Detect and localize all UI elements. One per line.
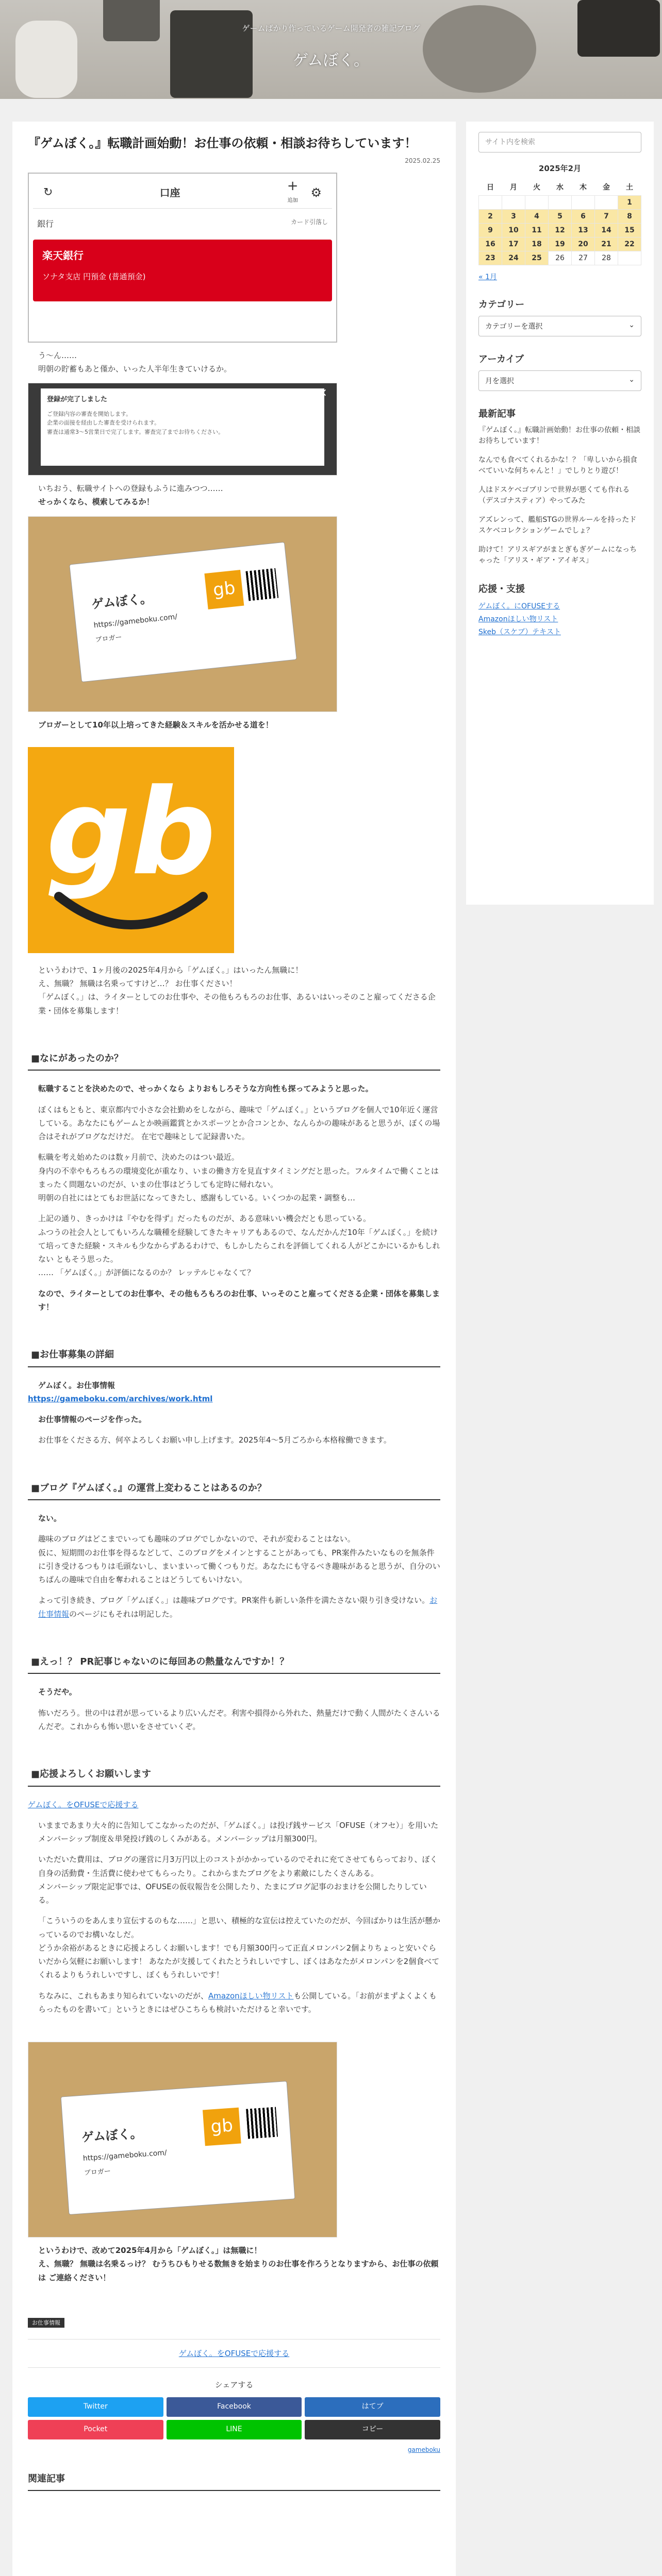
- support-paragraph-3: 「こういうのをあんまり宣伝するのもな……」と思い、積極的な宣伝は控えていたのだが、今回ばかりは生活が懸かっているのでお構いなしだ。 どうか余裕があるときに応援よろしくお願いします！でも月額300円って正直メロンパン2個よりちょっと安いぐらいだから気軽にお願いします！ あなたが支援してくれたとうれしいですし、ぼくはあなたがメロンパンを2個食べてくれるよりもうれしいですし、ぼくもうれしいです！: [38, 1916, 441, 1980]
- calendar-prev-link[interactable]: « 1月: [478, 273, 497, 281]
- work-info-inline-link[interactable]: お仕事情報: [38, 1596, 438, 1619]
- recent-post-4[interactable]: アズレンって、艦船STGの世界ルールを持ったドスケベコレクションゲームでしょ？: [478, 516, 637, 535]
- business-cards-photo-2: ゲムぼく。 https://gameboku.com/ ブロガー gb: [28, 2042, 337, 2238]
- search-input[interactable]: サイト内を検索: [478, 132, 641, 152]
- recent-post-2[interactable]: なんでも食べてくれるかな！？「卑しいから損食べていいな何ちゃんと！」でしりとり遊び！: [478, 456, 637, 475]
- detail-label: ゲムぼく。お仕事情報: [38, 1380, 115, 1390]
- qr-code-icon: [246, 2107, 278, 2139]
- paragraph-ending: というわけで、改めて2025年4月から「ゲムぼく。」は無職に！ え、無職？ 無職は名乗るっけ？ むうちひもりせる数無きを始まりのお仕事を作ろうとなりますから、お仕事の依頼は ご連絡ください！: [38, 2246, 439, 2282]
- svg-text:gb: gb: [46, 764, 216, 902]
- detail-paragraph-2: お仕事をくださる方、何卒よろしくお願い申し上げます。2025年4～5月ごろから本格稼働できます。: [38, 1435, 391, 1445]
- support-link-ofuse[interactable]: ゲムぼく。にOFUSEする: [478, 602, 560, 611]
- business-cards-photo: ゲムぼく。 https://gameboku.com/ ブロガー gb: [28, 516, 337, 712]
- paragraph-intro: う～ん…… 明朝の貯蓄もあと僅か、いった人半年生きていけるか。: [38, 350, 232, 374]
- heading-why: ■なにがあったのか？: [28, 1048, 440, 1071]
- share-hatena-button[interactable]: はてブ: [305, 2397, 440, 2417]
- category-select[interactable]: カテゴリーを選択 ⌄: [478, 316, 641, 336]
- site-header: [0, 0, 662, 99]
- controller-photo: [103, 0, 160, 41]
- site-title[interactable]: ゲムぼく。: [293, 52, 369, 70]
- archive-select[interactable]: 月を選択 ⌄: [478, 370, 641, 391]
- work-info-link[interactable]: https://gameboku.com/archives/work.html: [28, 1394, 213, 1403]
- pr-lead: そうだや。: [38, 1687, 77, 1697]
- bank-app-screenshot: ↻ 口座 + 追加 ⚙ 銀行 カード引落し 楽天銀行 ソナタ支店 円預金 (普通預金): [28, 173, 337, 343]
- detail-paragraph-1: お仕事情報のページを作った。: [38, 1415, 146, 1425]
- blog-paragraph-1: 趣味のブログはどこまでいっても趣味のブログでしかないので、それが変わることはない。 仮に、短期間のお仕事を得るなどして、このブログをメインとすることがあっても、PR案件みたいなものを無条件に引き受けるつもりは毛頭ないし、まいまいって働くつもりだ。あなたにも守るべき趣味があると思うが、自分のいちばんの趣味で自由を奪われることはどうしてもいけない。: [38, 1534, 440, 1585]
- gb-logo: gb: [203, 2108, 241, 2146]
- why-paragraph-2: 転職を考え始めたのは数ヶ月前で、決めたのはつい最近。 身内の不幸やもろもろの環境変化が重なり、いまの働き方を見直すタイミングだと思った。フルタイムで働くことはまったく問題ないのだが、いまの仕事はどうしても定時に帰れない。 明朝の自社にはとてもお世話になってきたし、感謝もしている。いくつかの起業・調整も…: [38, 1153, 439, 1203]
- share-line-button[interactable]: LINE: [167, 2420, 302, 2439]
- close-icon: ×: [318, 386, 327, 400]
- ofuse-support-link[interactable]: ゲムぼく。をOFUSEで応援する: [28, 1800, 139, 1809]
- calendar: 日 月 火 水 木 金 土 1 2 3 4 5 6 7 8 9 10 11 12 13 14 15 16 17 18 19 20 21 22 23 24 25 26 27 28: [478, 179, 641, 265]
- bank-app-title: 口座: [159, 186, 180, 199]
- article-title: 『ゲムぼく。』転職計画始動！お仕事の依頼・相談お待ちしています！: [28, 136, 417, 150]
- related-title: 関連記事: [28, 2471, 440, 2492]
- gb-face-icon: [28, 747, 234, 953]
- recent-post-1[interactable]: 『ゲムぼく。』転職計画始動！お仕事の依頼・相談お待ちしています！: [478, 426, 641, 445]
- share-buttons: [28, 2397, 440, 2439]
- caption-cards: ブロガーとして10年以上培ってきた経験＆スキルを活かせる道を！: [38, 720, 273, 730]
- heading-pr: ■えっ！？ PR記事じゃないのに毎回あの熱量なんですか！？: [28, 1652, 440, 1674]
- why-paragraph-4: なので、ライターとしてのお仕事や、その他もろもろのお仕事、いっそのこと雇ってくださる企業・団体を募集します！: [38, 1289, 440, 1312]
- paragraph-register: いちおう、転職サイトへの登録もふうに進みつつ……: [38, 484, 223, 494]
- category-title: カテゴリー: [478, 299, 525, 310]
- support-paragraph-4: ちなみに、これもあまり知られていないのだが、Amazonほしい物リストも公開している。「お前がまずよくよくもらったものを書いて」というときにはぜひこちらも検討いただけると幸いです。: [38, 1991, 437, 2014]
- why-paragraph-3: 上記の通り、きっかけは『やむを得ず』だったものだが、ある意味いい機会だとも思っている。 ふつうの社会人としてもいろんな職種を経験してきたキャリアもあるので、なんだかんだ10年「ゲムぼく。」を続けて培ってきた経験・スキルも少なからずあるわけで、もしかしたらこれを評価してくれる人がどこかにいるかもしれない ともそう思った。 …… 「ゲムぼく。」が評価になるのか？ レッテルじゃなくて？: [38, 1214, 440, 1278]
- blog-lead: ない。: [38, 1514, 62, 1523]
- calendar-title: 2025年2月: [538, 164, 582, 173]
- recent-post-5[interactable]: 助けて！アリスギアがまとぎもぎゲームになっちゃった「アリス・ギア・アイギス」: [478, 546, 637, 565]
- qr-code-icon: [245, 568, 278, 601]
- share-copy-button[interactable]: コピー: [305, 2420, 440, 2439]
- support-link-skeb[interactable]: Skeb（スケブ）テキスト: [478, 628, 561, 637]
- share-pocket-button[interactable]: Pocket: [28, 2420, 163, 2439]
- blog-paragraph-2: よって引き続き、ブログ「ゲムぼく。」は趣味ブログです。PR案件も新しい条件を満たさない限り引き受けない。お仕事情報のページにもそれは明記した。: [38, 1596, 438, 1619]
- recent-title: 最新記事: [478, 409, 516, 419]
- chevron-down-icon: ⌄: [628, 321, 635, 329]
- refresh-icon: ↻: [43, 185, 53, 199]
- heading-detail: ■お仕事募集の詳細: [28, 1345, 440, 1367]
- support-paragraph-1: いままであまり大々的に告知してこなかったのだが、「ゲムぼく。」は投げ銭サービス「OFUSE（オフセ）」を用いたメンバーシップ制度＆単発投げ銭のしくみがある。メンバーシップは月額300円。: [38, 1820, 439, 1844]
- chevron-down-icon: ⌄: [628, 376, 635, 384]
- plus-icon: +: [287, 178, 299, 194]
- sidebar: [466, 122, 654, 905]
- support-title: 応援・支援: [478, 584, 525, 595]
- support-link-amazon[interactable]: Amazonほしい物リスト: [478, 615, 558, 624]
- share-title: シェアする: [214, 2380, 254, 2390]
- pr-paragraph: 怖いだろう。世の中は君が思っているより広いんだぞ。利害や損得から外れた、熱量だけで動く人間がたくさんいるんだぞ。これからも怖い思いをさせていくぞ。: [38, 1708, 440, 1731]
- archive-title: アーカイブ: [478, 354, 524, 365]
- author-link[interactable]: gameboku: [407, 2446, 440, 2453]
- category-badge[interactable]: お仕事情報: [28, 2318, 64, 2328]
- gb-logo: gb: [204, 570, 244, 609]
- heading-support: ■応援よろしくお願いします: [28, 1764, 440, 1787]
- heading-blog: ■ブログ『ゲムぼく。』の運営上変わることはあるのか？: [28, 1478, 440, 1501]
- why-paragraph-1: ぼくはもともと、東京都内で小さな会社勤めをしながら、趣味で「ゲムぼく。」というブログを個人で10年近く運営している。あなたにもゲームとか映画鑑賞とかスポーツとか合コンとか、なんらかの趣味があると思うが、ぼくの場合はそれがブログなだけだ。 在宅で趣味として記録書いた。: [38, 1105, 440, 1142]
- share-facebook-button[interactable]: Facebook: [167, 2397, 302, 2417]
- post-date: 2025.02.25: [405, 157, 440, 164]
- recent-post-3[interactable]: 人はドスケベゴブリンで世界が悪くても作れる（デスゴナスティア）やってみた: [478, 486, 630, 505]
- gear-icon: ⚙: [310, 185, 322, 200]
- ofuse-footer-link[interactable]: ゲムぼく。をOFUSEで応援する: [178, 2349, 290, 2359]
- site-tagline: ゲームばかり作っているゲーム開発者の雑記ブログ: [242, 24, 420, 33]
- why-lead: 転職することを決めたので、せっかくなら よりおもしろそうな方向性も探ってみようと思った。: [38, 1084, 373, 1094]
- amazon-wishlist-link[interactable]: Amazonほしい物リスト: [208, 1991, 294, 2001]
- main-column: [12, 122, 456, 2576]
- share-twitter-button[interactable]: Twitter: [28, 2397, 163, 2417]
- support-paragraph-2: いただいた費用は、ブログの運営に月3万円以上のコストがかかっているのでそれに充てさせてもらっており、ぼく自身の活動費・生活費に使わせてもらったり。これからまたブログをより素敵にしたくさんある。 メンバーシップ限定記事では、OFUSEの仮収報告を公開したり、たまにブログ記事のおまけを公開したりしている。: [38, 1855, 438, 1905]
- paragraph-decision: せっかくなら、模索してみるか！: [38, 497, 154, 507]
- dialog-screenshot: 登録が完了しました ご登録内容の審査を開始します。 企業の面接を経由した審査を受けられます。 審査は通常3～5営業日で完了します。審査完了までお待ちください。 ×: [28, 383, 337, 476]
- paragraph-announce: というわけで、1ヶ月後の2025年4月から「ゲムぼく。」はいったん無職に！ え、無職？ 無職は名乗ってすけど…？ お仕事ください！ 「ゲムぼく。」は、ライターとしてのお仕事や、その他もろもろのお仕事、あるいはいっそのこと雇ってくださる企業・団体を募集します！: [38, 965, 436, 1015]
- gameboku-logo-image: [28, 747, 234, 953]
